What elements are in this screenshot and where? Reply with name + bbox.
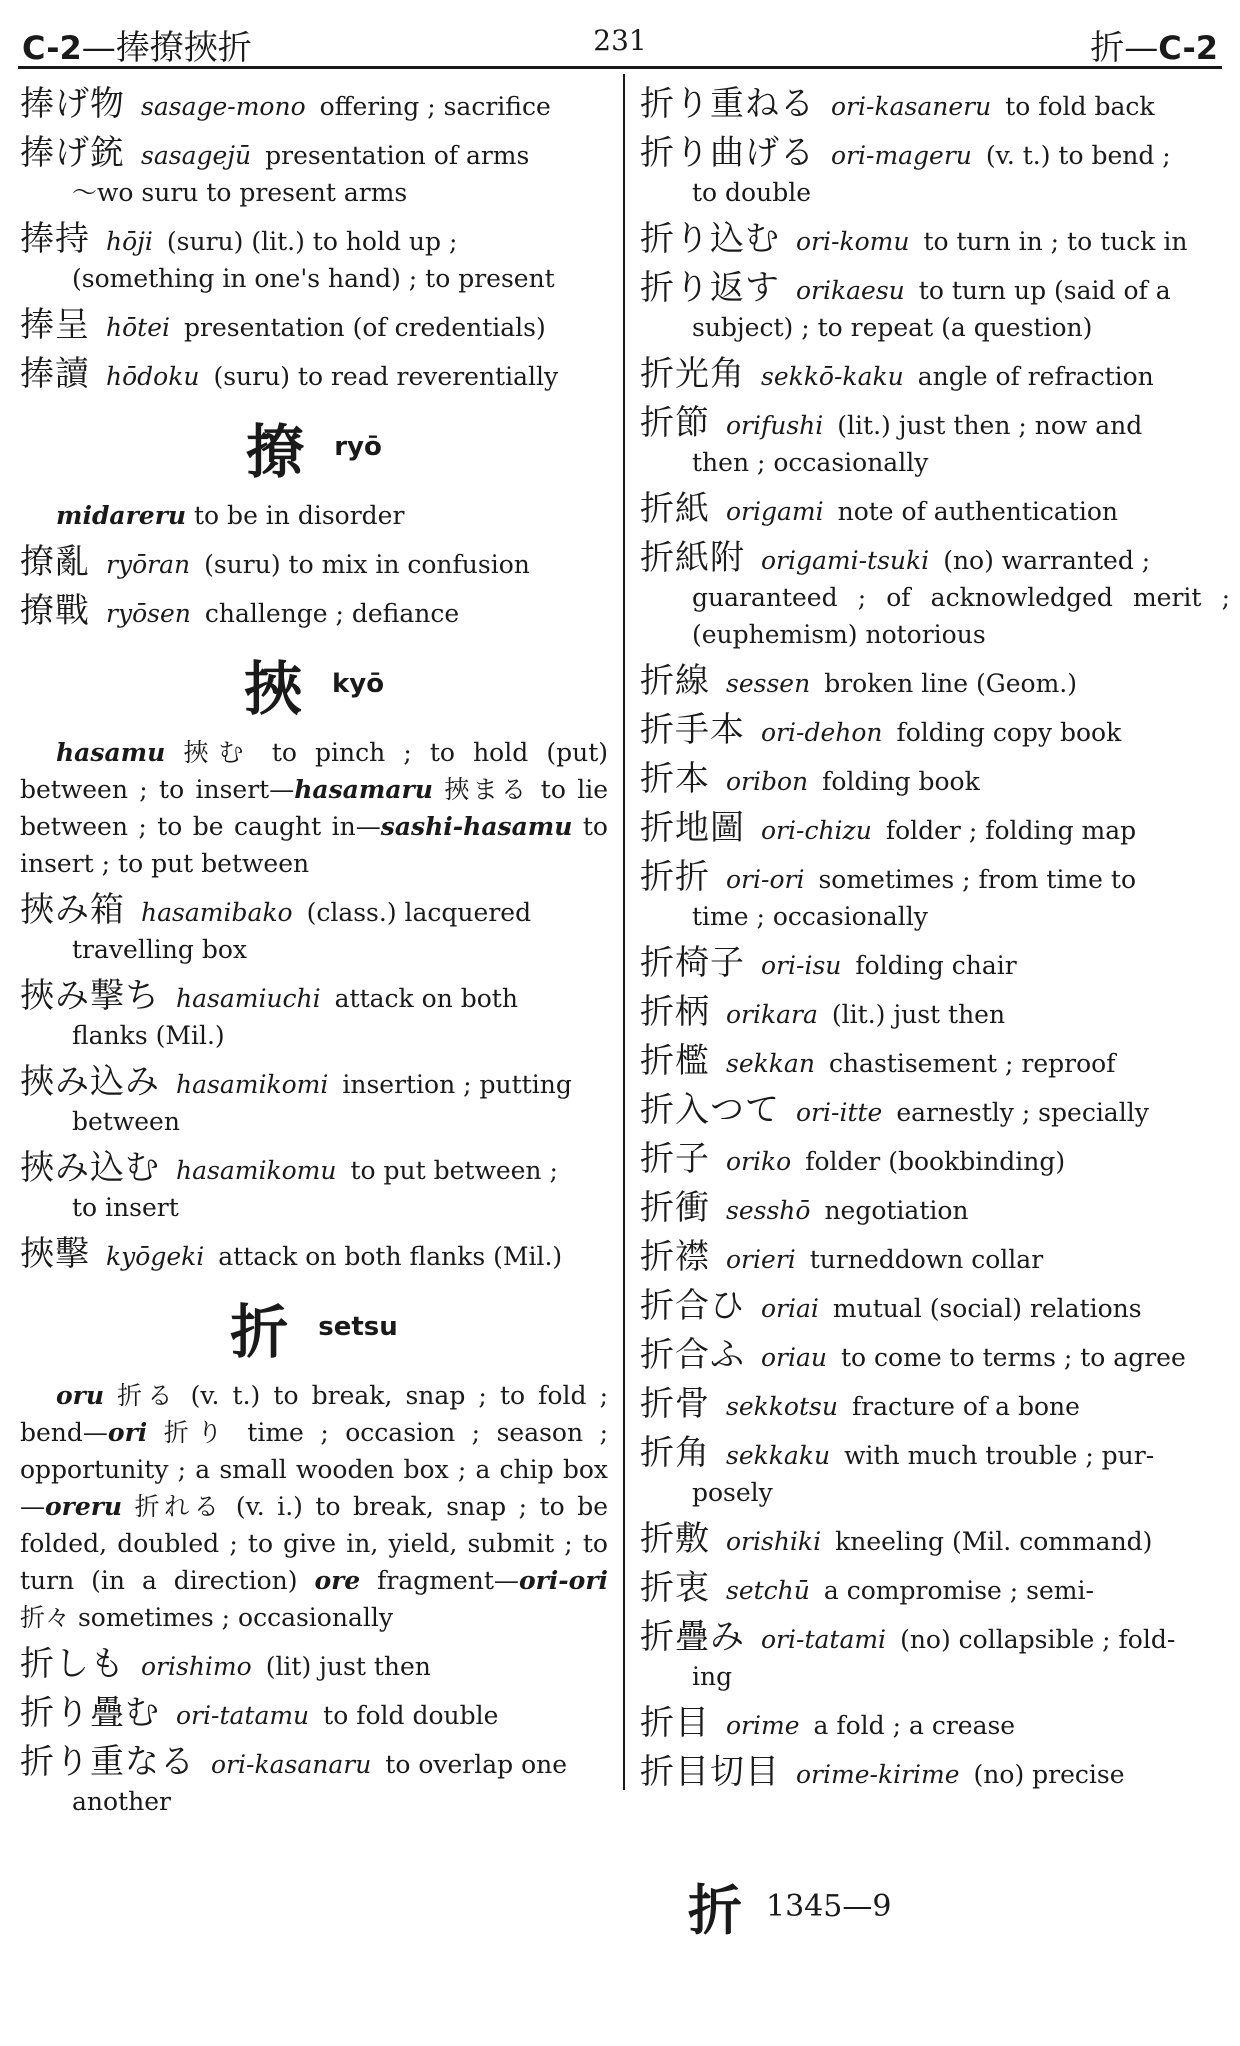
dictionary-entry [640, 356, 1230, 395]
entry-kanji: 折椅子 [640, 943, 745, 983]
dictionary-entry [640, 86, 1230, 125]
entry-kanji: 捧げ物 [20, 84, 125, 124]
footer-reference: 1345—9 [766, 1889, 892, 1924]
entry-romaji: orikaesu [796, 276, 905, 305]
entry-definition: presentation of arms [265, 141, 530, 170]
intro-text: fragment— [377, 1566, 519, 1595]
header-left-chars: —捧撩挾折 [81, 28, 252, 68]
entry-kanji: 撩亂 [20, 542, 90, 582]
entry-kanji: 折柄 [640, 992, 710, 1032]
entry-kanji: 折目 [640, 1703, 710, 1743]
entry-romaji: sessen [726, 669, 811, 698]
entry-continuation: ing [692, 1662, 733, 1691]
entry-continuation: time ; occasionally [692, 902, 928, 931]
entry-continuation: subject) ; to repeat (a question) [692, 313, 1093, 342]
header-rule [18, 66, 1222, 69]
entry-romaji: hasamibako [141, 898, 293, 927]
entry-romaji: sekkaku [726, 1441, 831, 1470]
entry-romaji: ori-ori [726, 865, 805, 894]
entry-kanji: 捧呈 [20, 305, 90, 345]
entry-kanji: 折しも [20, 1644, 125, 1684]
entry-group [20, 544, 608, 632]
page-footer [688, 1868, 891, 1945]
entry-kanji: 捧讀 [20, 354, 90, 394]
intro-text: to be in disorder [194, 501, 405, 530]
entry-continuation: another [72, 1787, 171, 1816]
entry-kanji: 折合ふ [640, 1335, 745, 1375]
entry-kanji: 捧持 [20, 219, 90, 259]
dictionary-entry [20, 1695, 608, 1734]
entry-definition: (no) warranted ; [943, 546, 1151, 575]
dictionary-entry [640, 1705, 1230, 1744]
dictionary-entry [640, 1521, 1230, 1560]
dictionary-entry [20, 1150, 608, 1226]
intro-text: 折る (v. t.) to break, snap ; to fold ; bend— [20, 1381, 609, 1447]
entry-kanji: 挾み箱 [20, 890, 125, 930]
right-column [640, 86, 1230, 1803]
entry-kanji: 折衝 [640, 1188, 710, 1228]
dictionary-entry [640, 405, 1230, 481]
entry-definition: insertion ; putting [342, 1070, 572, 1099]
entry-definition: with much trouble ; pur- [844, 1441, 1155, 1470]
entry-kanji: 折り疊む [20, 1693, 160, 1733]
entry-continuation: (something in one's hand) ; to present [72, 264, 555, 293]
dictionary-entry [640, 1754, 1230, 1793]
intro-text: 挾む to pinch ; to hold (put) between ; to insert— [20, 738, 608, 804]
dictionary-entry [640, 712, 1230, 751]
dictionary-entry [20, 356, 608, 395]
entry-definition: (lit.) just then ; now and [837, 411, 1143, 440]
dictionary-entry [20, 544, 608, 583]
entry-definition: angle of refraction [917, 362, 1154, 391]
entry-kanji: 折衷 [640, 1568, 710, 1608]
header-right-char: 折— [1090, 28, 1159, 68]
intro-text: 折れる (v. i.) to break, snap ; to be folded, doubled ; to give in, yield, submit ; to turn (in a direction) [20, 1492, 608, 1595]
dictionary-entry [640, 1337, 1230, 1376]
dictionary-entry [20, 892, 608, 968]
intro-text: 挾まる to lie between ; to be caught in— [20, 775, 609, 841]
entry-kanji: 挾み込み [20, 1062, 160, 1102]
dictionary-entry [640, 135, 1230, 211]
dictionary-entry [20, 135, 608, 211]
entry-continuation: between [72, 1107, 180, 1136]
section-intro-kyo [20, 734, 608, 882]
entry-romaji: setchū [726, 1576, 810, 1605]
intro-word: midareru [56, 501, 187, 530]
dictionary-entry [640, 1619, 1230, 1695]
section-head-kyo [20, 642, 608, 726]
head-character: 折 [230, 1298, 289, 1366]
dictionary-entry [640, 859, 1230, 935]
footer-character: 折 [688, 1878, 742, 1942]
entry-romaji: ryōran [106, 550, 191, 579]
entry-kanji: 挾み撃ち [20, 976, 160, 1016]
entry-romaji: sekkotsu [726, 1392, 838, 1421]
intro-word: ori-ori [518, 1566, 608, 1595]
entry-romaji: orishiki [726, 1527, 822, 1556]
column-divider [623, 74, 625, 1790]
dictionary-entry [20, 1744, 608, 1820]
section-head-ryo [20, 405, 608, 489]
entry-definition: to put between ; [350, 1156, 558, 1185]
entry-romaji: ori-kasanaru [211, 1750, 372, 1779]
head-reading: setsu [318, 1312, 398, 1342]
entry-definition: folding book [822, 767, 980, 796]
entry-definition: (lit) just then [265, 1652, 431, 1681]
header-left-code: C-2 [22, 29, 82, 67]
dictionary-entry [640, 1386, 1230, 1425]
entry-romaji: orime-kirime [796, 1760, 960, 1789]
entry-continuation: to double [692, 178, 811, 207]
head-character: 撩 [246, 418, 305, 486]
entry-romaji: ori-komu [796, 227, 910, 256]
entry-definition: kneeling (Mil. command) [835, 1527, 1153, 1556]
entry-definition: a fold ; a crease [813, 1711, 1016, 1740]
dictionary-entry [20, 221, 608, 297]
entry-definition: attack on both flanks (Mil.) [218, 1242, 563, 1271]
entry-romaji: origami [726, 497, 824, 526]
intro-word: oreru [45, 1492, 123, 1521]
dictionary-entry [640, 491, 1230, 530]
dictionary-entry [640, 221, 1230, 260]
entry-definition: offering ; sacrifice [319, 92, 551, 121]
entry-romaji: orieri [726, 1245, 796, 1274]
entry-kanji: 折り重なる [20, 1742, 195, 1782]
dictionary-entry [640, 1570, 1230, 1609]
entry-definition: challenge ; defiance [204, 599, 460, 628]
entry-romaji: ryōsen [106, 599, 191, 628]
entry-definition: broken line (Geom.) [824, 669, 1077, 698]
entry-romaji: oribon [726, 767, 809, 796]
entry-kanji: 折折 [640, 857, 710, 897]
entry-kanji: 折目切目 [640, 1752, 780, 1792]
entry-kanji: 折骨 [640, 1384, 710, 1424]
entry-romaji: orime [726, 1711, 800, 1740]
entry-romaji: sesshō [726, 1196, 811, 1225]
entry-definition: to overlap one [385, 1750, 568, 1779]
entry-definition: presentation (of credentials) [184, 313, 546, 342]
entry-kanji: 折紙附 [640, 538, 745, 578]
entry-kanji: 折角 [640, 1433, 710, 1473]
entry-kanji: 折合ひ [640, 1286, 745, 1326]
entry-romaji: ori-kasaneru [831, 92, 992, 121]
entry-kanji: 折手本 [640, 710, 745, 750]
entry-definition: folder (bookbinding) [805, 1147, 1066, 1176]
entry-kanji: 折子 [640, 1139, 710, 1179]
intro-word: sashi-hasamu [380, 812, 573, 841]
entry-romaji: origami-tsuki [761, 546, 930, 575]
left-column [20, 86, 608, 1830]
entry-definition: (suru) to mix in confusion [204, 550, 530, 579]
entry-kanji: 折り重ねる [640, 84, 815, 124]
intro-text: to insert ; to put between [20, 812, 608, 878]
entry-romaji: orikara [726, 1000, 818, 1029]
dictionary-entry [640, 945, 1230, 984]
entry-kanji: 折光角 [640, 354, 745, 394]
entry-group [640, 86, 1230, 1793]
dictionary-entry [640, 810, 1230, 849]
dictionary-entry [640, 1141, 1230, 1180]
entry-kanji: 捧げ銃 [20, 133, 125, 173]
entry-definition: negotiation [824, 1196, 969, 1225]
section-intro-ryo [20, 497, 608, 534]
entry-definition: (suru) to read reverentially [213, 362, 559, 391]
dictionary-entry [20, 86, 608, 125]
dictionary-entry [20, 978, 608, 1054]
entry-definition: fracture of a bone [851, 1392, 1080, 1421]
entry-kanji: 折紙 [640, 489, 710, 529]
dictionary-entry [640, 270, 1230, 346]
entry-romaji: ori-chizu [761, 816, 872, 845]
entry-kanji: 折疊み [640, 1617, 745, 1657]
entry-continuation: ～wo suru to present arms [72, 178, 408, 207]
entry-group [20, 1646, 608, 1820]
entry-definition: to fold back [1005, 92, 1155, 121]
entry-romaji: kyōgeki [106, 1242, 205, 1271]
entry-definition: folding chair [855, 951, 1017, 980]
entry-definition: attack on both [334, 984, 518, 1013]
dictionary-entry [640, 761, 1230, 800]
entry-group [20, 86, 608, 395]
intro-word: ori [107, 1418, 148, 1447]
entry-definition: sometimes ; from time to [818, 865, 1137, 894]
entry-continuation: to insert [72, 1193, 179, 1222]
dictionary-entry [640, 1435, 1230, 1511]
intro-word: hasamaru [294, 775, 433, 804]
entry-romaji: ori-itte [796, 1098, 883, 1127]
entry-romaji: ori-isu [761, 951, 842, 980]
entry-romaji: sekkō-kaku [761, 362, 904, 391]
section-intro-setsu [20, 1377, 608, 1636]
entry-romaji: oriko [726, 1147, 792, 1176]
dictionary-entry [640, 663, 1230, 702]
entry-definition: note of authentication [837, 497, 1118, 526]
entry-group [20, 892, 608, 1275]
entry-kanji: 折地圖 [640, 808, 745, 848]
entry-romaji: ori-tatami [761, 1625, 887, 1654]
head-reading: ryō [334, 432, 382, 462]
intro-word: ore [314, 1566, 361, 1595]
dictionary-entry [640, 1092, 1230, 1131]
dictionary-entry [20, 307, 608, 346]
dictionary-entry [20, 1646, 608, 1685]
entry-continuation: then ; occasionally [692, 448, 929, 477]
entry-romaji: sekkan [726, 1049, 815, 1078]
head-character: 挾 [243, 655, 302, 723]
entry-definition: earnestly ; specially [896, 1098, 1149, 1127]
entry-continuation: travelling box [72, 935, 248, 964]
dictionary-entry [20, 1064, 608, 1140]
entry-definition: (v. t.) to bend ; [985, 141, 1171, 170]
entry-romaji: ori-tatamu [176, 1701, 310, 1730]
entry-kanji: 折襟 [640, 1237, 710, 1277]
intro-word: hasamu [56, 738, 166, 767]
entry-kanji: 挾み込む [20, 1148, 160, 1188]
entry-romaji: oriai [761, 1294, 819, 1323]
page-number: 231 [593, 24, 647, 57]
dictionary-entry [640, 1239, 1230, 1278]
entry-definition: to come to terms ; to agree [841, 1343, 1186, 1372]
entry-definition: (suru) (lit.) to hold up ; [166, 227, 458, 256]
entry-romaji: ori-dehon [761, 718, 883, 747]
entry-romaji: hasamiuchi [176, 984, 321, 1013]
entry-kanji: 折敷 [640, 1519, 710, 1559]
entry-romaji: orishimo [141, 1652, 252, 1681]
intro-text: 折々 sometimes ; occasionally [20, 1603, 393, 1632]
dictionary-entry [20, 1236, 608, 1275]
dictionary-entry [640, 1043, 1230, 1082]
entry-romaji: hōji [106, 227, 153, 256]
dictionary-entry [640, 1288, 1230, 1327]
entry-definition: (no) collapsible ; fold- [900, 1625, 1176, 1654]
header-right [1090, 20, 1218, 69]
entry-definition: to turn in ; to tuck in [923, 227, 1188, 256]
entry-kanji: 折り込む [640, 219, 780, 259]
entry-kanji: 折節 [640, 403, 710, 443]
header-right-code: C-2 [1158, 29, 1218, 67]
dictionary-entry [640, 994, 1230, 1033]
entry-definition: chastisement ; reproof [828, 1049, 1116, 1078]
entry-romaji: orifushi [726, 411, 824, 440]
entry-kanji: 折り返す [640, 268, 780, 308]
entry-continuation: guaranteed ; of acknowledged merit ; (euphemism) notorious [692, 583, 1230, 649]
entry-definition: turneddown collar [809, 1245, 1044, 1274]
entry-romaji: hōdoku [106, 362, 200, 391]
entry-kanji: 折線 [640, 661, 710, 701]
entry-kanji: 折り曲げる [640, 133, 815, 173]
intro-word: oru [56, 1381, 105, 1410]
entry-kanji: 折檻 [640, 1041, 710, 1081]
entry-kanji: 撩戰 [20, 591, 90, 631]
entry-romaji: ori-mageru [831, 141, 972, 170]
dictionary-entry [640, 540, 1230, 653]
dictionary-entry [20, 593, 608, 632]
entry-definition: (no) precise [973, 1760, 1125, 1789]
entry-romaji: oriau [761, 1343, 828, 1372]
entry-definition: mutual (social) relations [832, 1294, 1142, 1323]
entry-romaji: hasamikomu [176, 1156, 337, 1185]
entry-definition: to fold double [323, 1701, 499, 1730]
entry-definition: folding copy book [896, 718, 1122, 747]
entry-romaji: sasagejū [141, 141, 252, 170]
entry-kanji: 挾擊 [20, 1234, 90, 1274]
dictionary-entry [640, 1190, 1230, 1229]
entry-definition: (lit.) just then [831, 1000, 1006, 1029]
section-head-setsu [20, 1285, 608, 1369]
entry-romaji: hasamikomi [176, 1070, 329, 1099]
entry-kanji: 折本 [640, 759, 710, 799]
entry-definition: a compromise ; semi- [823, 1576, 1094, 1605]
entry-definition: to turn up (said of a [918, 276, 1171, 305]
entry-romaji: sasage-mono [141, 92, 306, 121]
entry-definition: (class.) lacquered [306, 898, 532, 927]
head-reading: kyō [331, 669, 385, 699]
entry-continuation: posely [692, 1478, 773, 1507]
intro-text: 折り time ; occasion ; season ; opportunity ; a small wooden box ; a chip box— [20, 1418, 608, 1521]
entry-definition: folder ; folding map [885, 816, 1137, 845]
entry-romaji: hōtei [106, 313, 170, 342]
entry-continuation: flanks (Mil.) [72, 1021, 225, 1050]
entry-kanji: 折入つて [640, 1090, 780, 1130]
